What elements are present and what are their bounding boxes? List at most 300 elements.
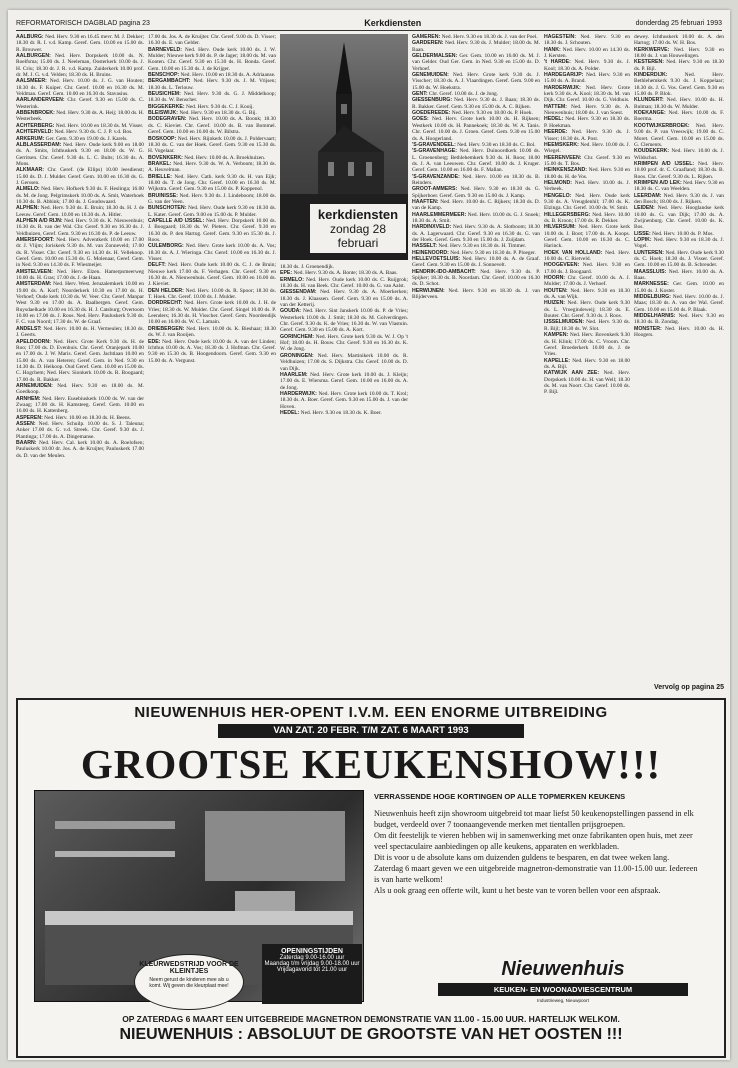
service-times: Ned. Herv. 9.30 en 18.00 ds. H. de Vos. [544,167,630,180]
place-name: ALPHEN: [16,205,40,212]
service-times: Ned. Herv. 9.30 en 18.00 ds. P. Hoek. [451,110,533,117]
opening-hours [262,944,362,1004]
service-times: Ned. Herv. Martinikerk 10.00 ds. R. Veldhuizen; 17.00 ds. S. Dijkstra. Chr. Geref. 10.00 ds. D. van Dijk. [280,352,408,372]
service-times: Ned. Herv. 10.00 ds. J. Maas; 18.30 ds. A. van der Wal. Geref. Gem. 10.00 en 15.00 ds. P. Blaak. [634,294,724,313]
church-listing [148,300,276,325]
service-times: Ger. Gem. 10.00 en 15.00 ds. J. Koster. [634,281,724,294]
service-times: Ned. Herv. 9.30 en 18.30 ds. H. Timmer. [438,243,527,250]
place-name: ARNEMUIDEN: [16,382,53,389]
service-times: Ned. Herv. Oude kerk 9.30 ds. L. Vroegindeweij; 18.30 ds. E. Bouter. Chr. Geref. 9.30 ds. J. Roos. [544,300,630,320]
place-name: HILVERSUM: [544,224,576,231]
service-times: Ned. Herv. Dorpskerk 10.00 ds. N. Roelfsma; 15.00 ds. J. Neeleman, Oosterkerk 10.00 ds. J. H. Criu; 18.30 dr. J. R. v.d. Kamp. Zuiderkerk 10.00 prof. dr. M. J. G. v.d. Velden; 18.30 ds. H. Bruins. [16,53,144,79]
service-times: Ned. Herv. 10.00 ds. C. Rietveld. [544,249,630,263]
service-times: Ned. Herv. Hooglandse kerk 10.00 ds. G. van Dijk; 17.00 ds. A. Zwijnenburg. Chr. Geref. 10.00 ds. K. Bos. [634,205,724,231]
church-listing [148,193,276,206]
church-listing [16,186,144,205]
church-listing [148,174,276,193]
place-name: GIESSENDAM: [280,289,317,296]
church-listing [544,72,630,85]
place-name: BRAKEL: [148,160,172,167]
header-left: REFORMATORISCH DAGBLAD pagina 23 [16,19,150,27]
church-listing [412,186,540,199]
logo-address: Industrieweg, Nieuwpoort [537,998,589,1003]
place-name: AALBURG: [16,34,44,40]
church-listing [412,97,540,110]
service-times: Ned. Herv. 9.30 ds. A. Heij; 18.00 ds. H. Westerbeek. [16,110,144,123]
service-times: Ned. Herv. 10.00 ds. K. Bieshaar; 18.30 ds. W. J. van Rooijen. [148,325,276,339]
feature-label [310,204,406,253]
place-name: HEDEL: [544,116,564,123]
service-times: Ned. Herv. 10.00 ds. A. Boonk; 18.30 ds. C. Kieviet. Chr. Geref. 10.00 ds. B. van Bommel. Geref. Gem. 10.00 en 16.00 ds. W. Bilstra. [148,116,276,136]
service-times: Ned. Herv. 9.30 ds. A. Bonte; 18.30 ds. A. Baas. [293,270,398,277]
place-name: GRONINGEN: [280,352,314,359]
place-name: LEERDAM: [634,192,662,199]
service-times: Ned. Herv. 9.30 ds. R. Bijl; 18.30 ds. W. Slot. [544,319,630,332]
hours-line: Vrijdagavond tot 21.00 uur [276,967,348,973]
place-name: HEINKENSZAND: [544,167,587,174]
church-listing [148,326,276,339]
service-times: Ned. Herv. Oude kerk 10.00 ds. C. J. de Bruin; Nieuwe kerk 17.00 ds. F. Verhagen. Chr. Geref. 9.30 en 16.30 ds. A. Nieuwenhuis. Geref. Gem. 10.00 en 16.00 ds. J. Kieviet. [148,262,276,288]
service-times: Ned. Herv. Adventkerk 10.00 en 17.00 dr. J. Vlijm; Joriskerk 9.30 ds. M. van Zonneveld; 17.00 ds. R. Visser. Chr. Geref. 9.30 en 14.30 ds. H. Vellekoop. Geref. Gem. 10.00 en 15.30 ds. G. Molenaar, Geref. Gem. in Ned. 9.30 en 14.30 ds. F. Wiesmeijer. [16,237,144,269]
place-name: BAARN: [16,440,37,446]
ad-headline: GROOTSE KEUKENSHOW!!! [80,741,662,787]
service-times: Ned. Herv. Grote kerk 10.00 ds. T. Krol; 18.30 ds. A. Boer. Geref. Gem. 9.30 en 15.00 ds. J. van der Hoven. [280,390,408,410]
place-name: BRIELLE: [148,173,172,180]
header-date: donderdag 25 februari 1993 [635,19,722,27]
logo-tagline: KEUKEN- EN WOONADVIESCENTRUM [438,983,688,996]
church-listing [412,224,540,243]
service-times: Ned. Herv. 10.00 ds. H. Hoogers. [634,325,724,339]
church-listing [16,269,144,282]
service-times: Ned. Herv. 10.00 ds. A. Broekhuizen. [184,154,266,161]
place-name: ABBENBROEK: [16,110,55,117]
place-name: DRIEBERGEN: [148,325,185,332]
service-times: Ned. Herv. 10.00 ds. R. Spoor; 18.30 ds. T. Hoek. Chr. Geref. 10.00 ds. J. Mulder. [148,287,276,301]
service-times: Ned. Herv. 9.30 en 18.30 ds. C. van Weelden. [634,179,724,193]
service-times: Ned. Herv. 10.00 ds. J. Verbeek. [544,179,630,193]
church-listing [544,47,630,60]
service-times: Ned. Herv. 9.30 en 18.30 ds. J. Vogel. [634,237,724,250]
church-listing [544,262,630,275]
place-name: HASSELT: [412,243,437,250]
place-name: HEERENVEEN: [544,154,582,161]
church-listing [16,53,144,78]
service-times: Ned. Herv. 9.30 en 18.00 ds. M. Goedkoop. [16,382,144,396]
place-name: BODEGRAVEN: [148,116,187,123]
service-times: Ned. Herv. Grote kerk 9.30 ds. W. J. Op 't Hof; 18.00 ds. H. Bouw. Chr. Geref. 9.30 en 16.30 ds. K. W. de Jong. [280,333,408,353]
place-name: GENEMUIDEN: [412,72,449,79]
service-times: Ned. Herv. 9.30 en 15.00 ds. A. Brand. [544,72,630,85]
church-listing [412,269,540,288]
place-name: HEERDE: [544,129,568,136]
church-listing [634,110,724,123]
service-times: Ned. Herv. 10.00 ds. H. Vermeulen; 18.30 ds. J. Geerts. [16,325,144,339]
service-times: Ned. Herv. 9.30 en 17.00 ds. J. Boogaard. [544,262,630,275]
ad-demo-line: OP ZATERDAG 6 MAART EEN UITGEBREIDE MAGNETRON DEMONSTRATIE VAN 11.00 - 15.00 UUR. HARTELIJK WELKOM. [122,1014,620,1024]
place-name: ASPEREN: [16,414,43,421]
church-listing [544,59,630,72]
place-name: KOEKANGE: [634,110,666,117]
service-times: Ned. Herv. 10.00 ds. H. Bulman; 18.30 ds. W. Mulder. [634,97,724,110]
church-listing [148,339,276,364]
service-times: Ned. Herv. 9.30 ds. J. van den Bosch; 18.00 ds. J. Rijkers. [634,192,724,205]
church-listing [544,275,630,288]
church-listing [544,193,630,212]
service-times: Ned. Herv. 9.30 ds. J. Visser; 18.30 ds. A. Post. [544,129,630,142]
place-name: ANDELST: [16,325,42,332]
service-times: Ned. Herv. 10.00 en 18.30 ds. B. Reinders. [412,173,540,186]
place-name: GORINCHEM: [280,333,315,340]
church-listing [148,243,276,262]
service-times: Ned. Herv. Grote kerk 10.00 ds. J. H. de Vries; 18.30 ds. W. Mulder. Chr. Geref. Singel 10.00 ds. P. Leenders; 16.30 ds. H. Visscher. Geref. Gem. Noordendijk 10.00 en 16.00 ds. W. C. Lamain. [148,300,276,326]
church-listing [280,334,408,353]
place-name: BEUSICHEM: [148,91,181,98]
newspaper-page [8,10,730,1060]
service-times: Ned. Herv. 10.00 en 18.30 ds. M. Visser. [55,122,144,129]
service-times: Ned. Herv. 10.00 ds. F. Boerma. [634,110,724,123]
church-listing [634,205,724,230]
church-listing [634,72,724,97]
church-listing [412,212,540,225]
place-name: HERWIJNEN: [412,287,445,294]
church-listing [634,59,724,72]
place-name: HAAFTEN: [412,198,439,205]
church-listing [634,313,724,326]
service-times: 18.30 ds. J. Groenendijk. [280,264,335,270]
church-listing [544,332,630,357]
service-times: Ned. Herv. 9.30 en 18.30 ds. G. Bij. [179,110,257,117]
church-listing [634,47,724,60]
church-listing [634,123,724,148]
service-times: 17.00 ds. Jos. A. de Kruijter. Chr. Geref. 9.00 ds. D. Visser; 16.30 ds. E. van Gelder. [148,34,276,47]
place-name: HOUTEN: [544,287,568,294]
church-listing [16,142,144,167]
service-times: Ned. Herv. Bethlehemkerk 9.30 ds. J. Koppelaar; 18.30 ds. J. G. Vos. Geref. Gem. 9.30 en 15.00 ds. P. Blok. [634,72,724,98]
service-times: Ned. Herv. 9.30 ds. K. Nieuwenhuis; 16.30 ds. R. van der Wal. Chr. Geref. 9.30 en 16.30 ds. J. Veldhuizen, Geref. Gem. 9.30 en 16.30 ds. P. de Leeuw. [16,217,144,237]
church-listing [412,199,540,212]
service-times: Chr. Geref. 9.30 en 15.00 ds. C. Westerink. [16,97,144,110]
place-name: HARDERWIJK: [544,84,581,91]
feature-title: kerkdiensten [317,207,399,222]
church-listing [412,256,540,269]
ad-paragraph: Om dit feestelijk te vieren hebben wij in samenwerking met onze fabrikanten open huis, met zeer veel spectaculaire aanbiedingen op alle keukens, apparaten en werkbladen. [374,831,693,851]
service-times: Ned. Herv. Oude kerk 9.30 en 18.30 ds. L. Kater. Geref. Gem. 9.00 en 15.00 ds. P. Mulder. [148,205,276,218]
service-times: Ned. Herv. Cath. kerk 9.30 ds. H. van Eijk; 18.00 ds. T. de Jong. Chr. Geref. 10.00 en 16.30 ds. M. Wijkstra. Geref. Gem. 9.30 en 15.00 ds. P. Koppenol. [148,173,276,193]
service-times: Ned. Herv. 9.30 en 18.30 ds. C. Bol. [457,141,536,148]
place-name: BENSCHOP: [148,72,180,79]
church-listing [634,237,724,250]
church-listing [544,142,630,155]
continued-note: Vervolg op pagina 25 [653,684,724,691]
church-listing [280,391,408,410]
hours-line: Zaterdag 9.00-16.00 uur [279,955,345,961]
place-name: CAPELLE A/D IJSSEL: [148,217,205,224]
service-times: Ned. Herv. Sint Janskerk 10.00 ds. P. de Vries; Westerkerk 10.00 ds. J. Smit; 18.30 ds. M. Golverdingen. Chr. Geref. 9.30 ds. K. de Vries; 16.30 ds. W. van Vlastuin. Geref. Gem. 9.30 en 15.00 ds. A. Kort. [280,308,408,334]
church-listing [148,288,276,301]
service-times: dewey. Ichthuskerk 10.00 ds. A. den Hartog; 17.00 ds. W. H. Bos. [634,34,724,47]
service-times: Ned. Herv. Oude kerk 10.00 ds. C. Ruijgrok; 18.30 ds. H. van Beek. Chr. Geref. 10.00 ds. G. van Aalst. [280,276,408,290]
church-listing [634,148,724,161]
service-times: Ned. Herv. Grote kerk 9.30 ds. A. Kool; 18.30 ds. M. van Dijk. Chr. Geref. 10.00 ds. G. Veldhuis. [544,84,630,104]
service-times: Ned. Herv. 9.30 en 18.30 ds. J. Schouten. [544,34,630,47]
church-listing [544,224,630,249]
place-name: AMSTERDAM: [16,281,52,288]
place-name: ALBLASSERDAM: [16,141,62,148]
service-times: Ned. Herv. 10.00 en 18.30 ds. H. Beens. [44,414,131,421]
place-name: ACHTERVELD: [16,129,54,136]
place-name: AALSMEER: [16,78,47,85]
service-times: Ned. Herv. Grote kerk 10.00 ds. J. Kleijn; 17.00 ds. E. Wiersma. Geref. Gem. 10.00 en 16.00 ds. A. de Jong. [280,371,408,391]
service-times: Ned. Herv. 9.30 ds. J. Kool; 18.30 ds. A. Polder. [544,59,630,72]
service-times: Ned. Herv. 10.00 prof. dr. C. Graafland; 18.30 ds. B. Roos. Chr. Geref. 9.30 ds. L. Rijken. [634,160,724,180]
place-name: ALPHEN A/D RIJN: [16,217,63,224]
service-times: Ned. Herv. 9.30 ds. A. Moerkerken; 18.30 ds. J. Klaassen. Geref. Gem. 9.30 en 15.00 ds. A. van der Ketterij. [280,289,408,309]
church-listing [544,319,630,332]
church-listing [544,34,630,47]
place-name: CULEMBORG: [148,243,184,250]
place-name: EDE: [148,338,161,345]
place-name: 'S-GRAVENHAGE: [412,148,457,155]
church-listing [16,78,144,97]
service-times: Ned. Herv. Schuilp. 10.00 ds. S. J. Taleuna; Anker 17.00 ds. G. v.d. Streek. Chr. Geref. 9.30 ds. J. Plantinga; 17.00 ds. A. Dingemanse. [16,420,144,440]
church-listing [544,212,630,225]
place-name: ALMELO: [16,186,40,193]
place-name: DELFT: [148,262,166,269]
place-name: MARKNESSE: [634,281,669,288]
service-times: Ned. Herv. Grote kerk 10.00 ds. H. Rijksen; Westkerk 10.00 ds. H. Pannekoek; 18.30 ds. W. A. Tanis. Chr. Geref. 10.00 ds. J. Groen. Geref. Gem. 9.30 en 15.00 ds. A. Hoogerland. [412,116,540,142]
church-listing [280,277,408,290]
church-listing [16,281,144,325]
church-listing [544,250,630,263]
church-listing [634,34,724,47]
church-listing [544,85,630,104]
place-name: GROOT-AMMERS: [412,186,458,193]
church-listing [280,308,408,333]
service-times: Ned. Herv. Grote kerk 10.00 ds. J. Boot; 17.00 ds. A. Koops. Geref. Gem. 10.00 en 16.30 ds. C. Harinck. [544,224,630,250]
service-times: Ned. Herv. 9.30 ds. A. Slotboom; 18.30 ds. A. Lagerwaard. Chr. Geref. 9.30 en 16.30 ds. G. van der Hoek. Geref. Gem. 9.30 en 15.00 ds. J. Zuijdam. [412,224,540,243]
service-times: Ned. Herv. Oude kerk 9.30 ds. A. Vreugdenhil; 17.00 ds. K. Elzinga. Chr. Geref. 10.00 ds. W. Smit. [544,192,630,212]
column-6 [634,34,724,680]
church-listing [634,294,724,313]
church-listing [148,116,276,135]
place-name: 'S-GRAVENDEEL: [412,141,456,148]
badge-title: KLEURWEDSTRIJD VOOR DE KLEINTJES [139,961,239,975]
place-name: GELDERMALSEN: [412,53,458,60]
church-listing [412,148,540,173]
place-name: BRUINISSE: [148,192,178,199]
church-listing [16,97,144,110]
place-name: HEDEL: [280,409,300,416]
service-times: Ned. Herv. 10.00 ds. J. Wildschut. [634,148,724,161]
service-times: Ned. Herv. 9.30 en 18.30 ds. P. Ploeger. [450,249,536,256]
place-name: KINDERDIJK: [634,72,668,79]
column-4 [412,34,540,688]
church-listing [634,193,724,206]
service-times: Ned. Herv. 9.30 ds. J. Lindeboom; 18.00 ds. G. van der Veen. [148,192,276,205]
church-listing [16,383,144,396]
service-times: Ned. Herv. Bovenkerk 9.30 ds. H. Klink; 17.00 ds. C. Vroom. Chr. Geref. Broederkerk 10.00 ds. J. de Vries. [544,332,630,358]
church-listing [148,78,276,91]
place-name: HANK: [544,46,561,53]
service-times: Ned. Herv. 9.30 en 18.00 ds. J. van Houwelingen. [634,46,724,60]
service-times: Chr. Geref. 9.30 en 15.00 ds. T. Bos. [544,154,630,167]
church-listing [148,205,276,218]
place-name: HAARLEM: [280,371,308,378]
ad-paragraph: Nieuwenhuis heeft zijn showroom uitgebreid tot maar liefst 50 keukenopstellingen passend in elk budget, verdeeld over 7 toonaangevende merken met tientallen prijsgroepen. [374,809,694,829]
church-listing [634,269,724,282]
service-times: Ned. Herv. 10.00 ds. B. Kroon; 17.00 ds. R. Dekker. [544,211,630,224]
church-listing [412,72,540,91]
place-name: LEIDEN: [634,205,655,212]
place-name: BUNSCHOTEN: [148,205,187,212]
church-listing [148,34,276,47]
service-times: Ned. Herv. 9.30 en 18.30 ds. J. van Blijderveen. [412,287,540,301]
place-name: KLUNDERT: [634,97,664,104]
church-listing [16,396,144,415]
service-times: Ned. Herv. 10.00 en 14.30 ds. J. Kersten. [544,46,630,60]
service-times: Ned. Herv. 9.30 en 16.45 mevr. M. J. Dekker; 18.30 dr. R. I. v.d. Kamp. Geref. Gem. 10.00 en 15.00 ds. R. Brouwer. [16,34,144,53]
church-listing [634,326,724,339]
church-listing [412,288,540,301]
place-name: GOES: [412,116,429,123]
service-times: Ned. Herv. 10.00 ds. A. de Graaf. Geref. Gem. 9.30 en 15.00 ds. J. Sonnevelt. [412,256,540,269]
place-name: AARLANDERVEEN: [16,97,65,104]
place-name: KRIMPEN A/D LEK: [634,179,682,186]
service-times: Ned. Herv. 9.30 ds. E. Bruin; 18.30 ds. H. J. de Leeuw. Geref. Gem. 10.00 en 16.30 ds. A. Hitler. [16,205,144,218]
church-listing [634,161,724,180]
place-name: HENDRIK-IDO-AMBACHT: [412,268,476,275]
place-name: AALBURGEN: [16,53,51,60]
place-name: BLEISWIJK: [148,110,178,117]
place-name: HATTEM: [544,103,567,110]
place-name: KATWIJK AAN ZEE: [544,370,600,377]
place-name: ASSEN: [16,420,36,427]
service-times: Chr. Geref. (de Ellips) 10.00 leesdienst; 15.00 ds. D. J. Mulder. Geref. Gem. 10.00 en 16.30 ds. G. J. Gerssen. [16,167,144,186]
ad-paragraph: Dit is voor u de absolute kans om duizenden guldens te besparen, en dat twee weken lang. [374,853,670,862]
place-name: BOSKOOP: [148,135,177,142]
ad-slogan: NIEUWENHUIS : ABSOLUUT DE GROOTSTE VAN HET OOSTEN !!! [119,1026,623,1043]
badge-text: Neem gerust de kinderen mee als u komt. Wij geven die kleurplaat mee! [149,977,229,989]
place-name: AMERSFOORT: [16,237,55,243]
place-name: 'S-GRAVENZANDE: [412,173,460,180]
service-times: Ger. Gem. 9.30 en 19.00 ds. J. Karels. [45,135,128,142]
service-times: Ned. Herv. 10.00 ds. P. Mos. [652,230,714,237]
service-times: Ned. Herv. Eusebiuskerk 10.00 ds. W. van der Zwaag; 17.00 ds. H. Kamsteeg. Geref. Gem. 10.00 en 16.00 ds. H. Kattenberg. [16,395,144,415]
place-name: HARDERWIJK: [280,390,317,397]
column-5 [544,34,630,688]
ad-body [374,808,704,896]
place-name: AMSTELVEEN: [16,268,53,275]
service-times: Ned. Herv. 9.30 ds. A. Nieuwenhuis; 18.00 ds. J. van Soest. [544,103,630,117]
place-name: BERGAMBACHT: [148,78,191,85]
church-listing [544,129,630,142]
service-times: Ned. Herv. 10.00 en 18.30 ds. A. Adriaanse. [180,72,276,79]
place-name: LUNTEREN: [634,249,664,256]
church-listing [544,370,630,395]
place-name: MAASSLUIS: [634,268,667,275]
place-name: ACHTERBERG: [16,122,55,129]
service-times: Ned. Herv. Dorpskerk 10.00 ds. J. Boogaard; 18.30 ds. W. Pieters. Chr. Geref. 9.30 en 16.30 ds. P. den Hartog. Geref. Gem. 9.30 en 15.30 ds. J. Roos. [148,217,276,243]
place-name: HOEK VAN HOLLAND: [544,249,603,256]
service-times: Ned. Herv. Oude kerk 10.00 ds. A. van der Linden; Ichthus 10.00 ds. A. Vos; 18.30 ds. J. Hofman. Chr. Geref. 9.30 en 15.30 ds. B. Hoogendoorn. Geref. Gem. 9.30 en 15.00 ds. A. Vergunst. [148,338,276,364]
logo-name: Nieuwenhuis [501,958,625,980]
place-name: ARNHEM: [16,395,41,402]
column-2 [148,34,276,688]
place-name: KRIMPEN A/D IJSSEL: [634,160,695,167]
ad-paragraph: Zaterdag 6 maart geven we een uitgebreide magnetron-demonstratie van 11.00-15.00 uur. Iedereen is van harte welkom! [374,864,698,884]
service-times: Ned. Herv. Grote kerk 10.00 ds. A. Vos; 18.30 ds. A. J. Wieringa. Chr. Geref. 10.00 en 16.30 ds. J. Visser. [148,243,276,263]
church-listing [16,34,144,53]
place-name: 't HARDE: [544,59,571,66]
place-name: BARNEVELD: [148,46,183,53]
service-times: Ned. Herv. 10.00 ds. G. J. Snoek; 18.30 ds. A. Smit. [412,211,540,224]
place-name: GAMEREN: [412,34,441,40]
place-name: MONSTER: [634,325,662,332]
church-listing [544,300,630,319]
place-name: KAPELLE: [544,357,570,364]
place-name: HELMOND: [544,179,572,186]
service-times: Ned. Herv. 10.00 ds. A. Baas. [634,268,724,282]
place-name: KAMPEN: [544,332,569,339]
service-times: Ned. Herv. Cal. kerk 10.00 ds. A. Roelofsen; Pauluskerk 10.00 dr. Jos. A. de Kruijter, Pauluskerk 17.00 ds. D. van der Meulen. [16,440,144,459]
church-listing [16,167,144,186]
place-name: HENGELO: [544,192,572,199]
ad-paragraph: Als u ook graag een offerte wilt, kunt u het beste van te voren bellen voor een afspraak. [374,886,661,895]
service-times: Ned. Herv. 10.00 ds. J. Wiegel. [544,141,630,155]
place-name: HARDINXVELD: [412,224,452,231]
service-times: Ned. Herv. 9.00 ds. P. van Vreeswijk; 19.00 ds. C. Moret. Geref. Gem. 10.00 en 15.00 ds. G. Clements. [634,122,724,148]
church-listing [280,372,408,391]
page-header [16,16,722,31]
church-listing [412,53,540,72]
place-name: BIGGEKERKE: [148,103,185,110]
church-listing [544,167,630,180]
service-times: Ned. Herv. 9.30 ds. J. Baan; 18.30 ds. R. Bakker. Geref. Gem. 9.30 en 15.00 ds. A. C. Rijken. [412,97,540,110]
place-name: HOOGEVEEN: [544,262,580,269]
place-name: HAGESTEIN: [544,34,576,40]
church-listing [16,339,144,383]
place-name: ERMELO: [280,276,304,283]
place-name: KOUDEKERK: [634,148,670,155]
church-listing [16,440,144,459]
place-name: MIDDELHARNIS: [634,313,676,320]
church-listing [148,218,276,243]
service-times: Ned. Herv. 9.30 en 18.30 ds. K. Boer. [300,409,382,416]
church-listing [544,155,630,168]
coloring-contest-badge [134,954,244,1010]
church-listing [16,205,144,218]
service-times: Ned. Herv. 9.30 ds. W. A. Verboom; 18.30 ds. A. Heuvelman. [148,160,276,174]
church-listing [544,288,630,301]
church-listing [544,104,630,117]
service-times: Ned. Herv. 9.30 ds. J. Mulder; 18.00 ds. M. Baan. [412,40,540,53]
section-title: Kerkdiensten [364,18,422,28]
place-name: HAARLEMMERMEER: [412,211,467,218]
service-times: Ned. Herv. Oude kerk 10.00 ds. J. W. Mulder; Nieuwe kerk 9.00 ds. P. de Jager; 18.00 ds. M. van Kooten. Chr. Geref. 9.30 en 15.30 ds. H. Bonda. Geref. Gem. 10.00 en 15.30 ds. J. de Krijger. [148,46,276,72]
hours-line: Maandag t/m vrijdag 9.00-18.00 uur [264,961,360,967]
service-times: Ned. Herv. Oude kerk 9.00 en 18.00 ds. A. Smits, Ichthuskerk 9.30 en 18.00 ds. W. G. Gerritsen. Chr. Geref. 9.30 ds. L. C. Bults; 16.30 ds. A. Mons. [16,141,144,167]
service-times: Ned. Herv. 9.30 ds. C. J. P. v.d. Bos. [54,129,133,136]
ad-top-line: NIEUWENHUIS HER-OPENT I.V.M. EEN ENORME UITBREIDING [134,704,608,721]
service-times: Ned. Herv. Duinoordkerk 10.00 ds. L. Groenenberg; Bethlehemkerk 9.30 ds. H. Roos; 18.00 ds. J. A. van Leeuwen. Chr. Geref. 10.00 ds. J. Kruger. Geref. Gem. 10.00 en 16.00 ds. F. Mallan. [412,148,540,174]
church-listing [634,97,724,110]
church-listing [16,218,144,237]
service-times: Ned. Herv. Grote Kerk 9.30 ds. H. de Roo; 17.00 ds. D. Evenhuis. Chr. Geref. Oranjepark 10.00 en 17.00 ds. J. W. Maris. Geref. Gem. Jachtlaan 10.00 en 15.00 ds. A. van Heteren; Geref. Gem. in Ned. 9.30 en 14.30 ds. D. Heikoop. Oud Geref. Gem. 10.00 en 15.00 ds. C. Hogchem; Ned. Herv. Sionkerk 10.00 ds. R. Boogaard; 17.00 ds. R. Bakker. [16,338,144,383]
ad-subhead: VERRASSENDE HOGE KORTINGEN OP ALLE TOPMERKEN KEUKENS [374,792,626,801]
church-listing [148,161,276,174]
church-listing [16,237,144,269]
church-listing [634,180,724,193]
